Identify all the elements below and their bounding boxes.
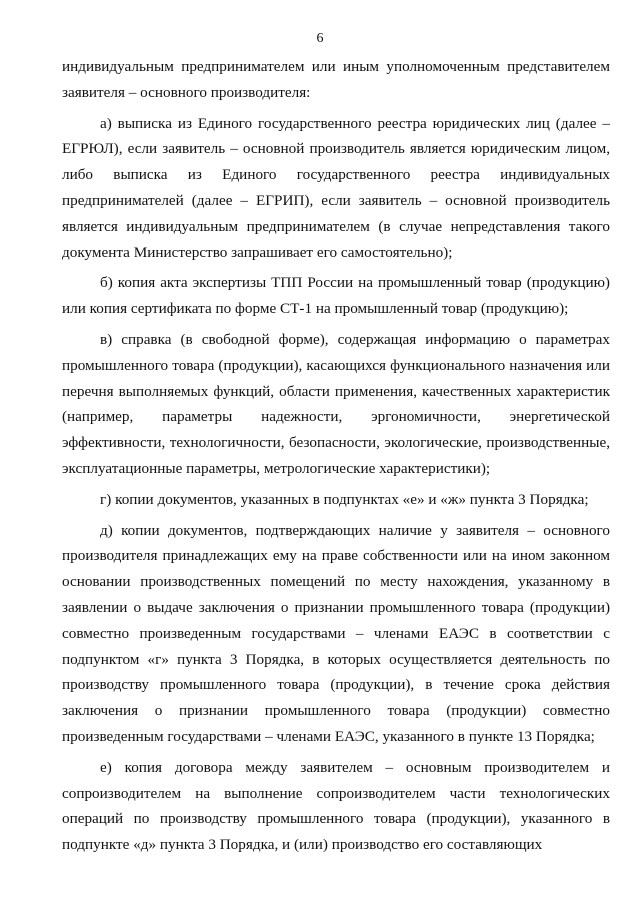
page-number: 6 [316, 31, 324, 46]
paragraph-item-g: г) копии документов, указанных в подпунктах «е» и «ж» пункта 3 Порядка; [100, 490, 589, 508]
paragraph-item-b: б) копия акта экспертизы ТПП России на промышленный товар (продукцию) или копия сертификата по форме СТ-1 на промышленный товар (продукцию); [62, 274, 610, 318]
paragraph-item-v: в) справка (в свободной форме), содержащая информацию о параметрах промышленного товара (продукции), касающихся функционального назначения или перечня выполняемых функций, области применения, качественных характеристик (например, параметры надежности, эргономичности, энергетической эффективности, технологичности, безопасности, экологические, производственные, эксплуатационные параметры, метрологические характеристики); [62, 330, 610, 477]
paragraph-item-d: д) копии документов, подтверждающих наличие у заявителя – основного производителя принадлежащих ему на праве собственности или на ином законном основании производственных помещений по месту нахождения, указанному в заявлении о выдаче заключения о признании промышленного товара (продукции) совместно произведенным государствами – членами ЕАЭС в соответствии с подпунктом «г» пункта 3 Порядка, в которых осуществляется деятельность по производству промышленного товара (продукции), в течение срока действия заключения о признании промышленного товара (продукции) совместно произведенным государствами – членами ЕАЭС, указанного в пункте 13 Порядка; [62, 521, 610, 745]
paragraph-item-a: а) выписка из Единого государственного реестра юридических лиц (далее – ЕГРЮЛ), если заявитель – основной производитель является юридическим лицом, либо выписка из Единого государственного реестра индивидуальных предпринимателей (далее – ЕГРИП), если заявитель – основной производитель является индивидуальным предпринимателем (в случае непредставления такого документа Министерство запрашивает его самостоятельно); [62, 114, 610, 261]
paragraph-continuation: индивидуальным предпринимателем или иным уполномоченным представителем заявителя – основного производителя: [62, 58, 610, 101]
document-body [62, 54, 610, 858]
paragraph-item-e: е) копия договора между заявителем – основным производителем и сопроизводителем на выполнение сопроизводителем части технологических операций по производству промышленного товара (продукции), указанного в подпункте «д» пункта 3 Порядка, и (или) производство его составляющих [62, 758, 610, 854]
